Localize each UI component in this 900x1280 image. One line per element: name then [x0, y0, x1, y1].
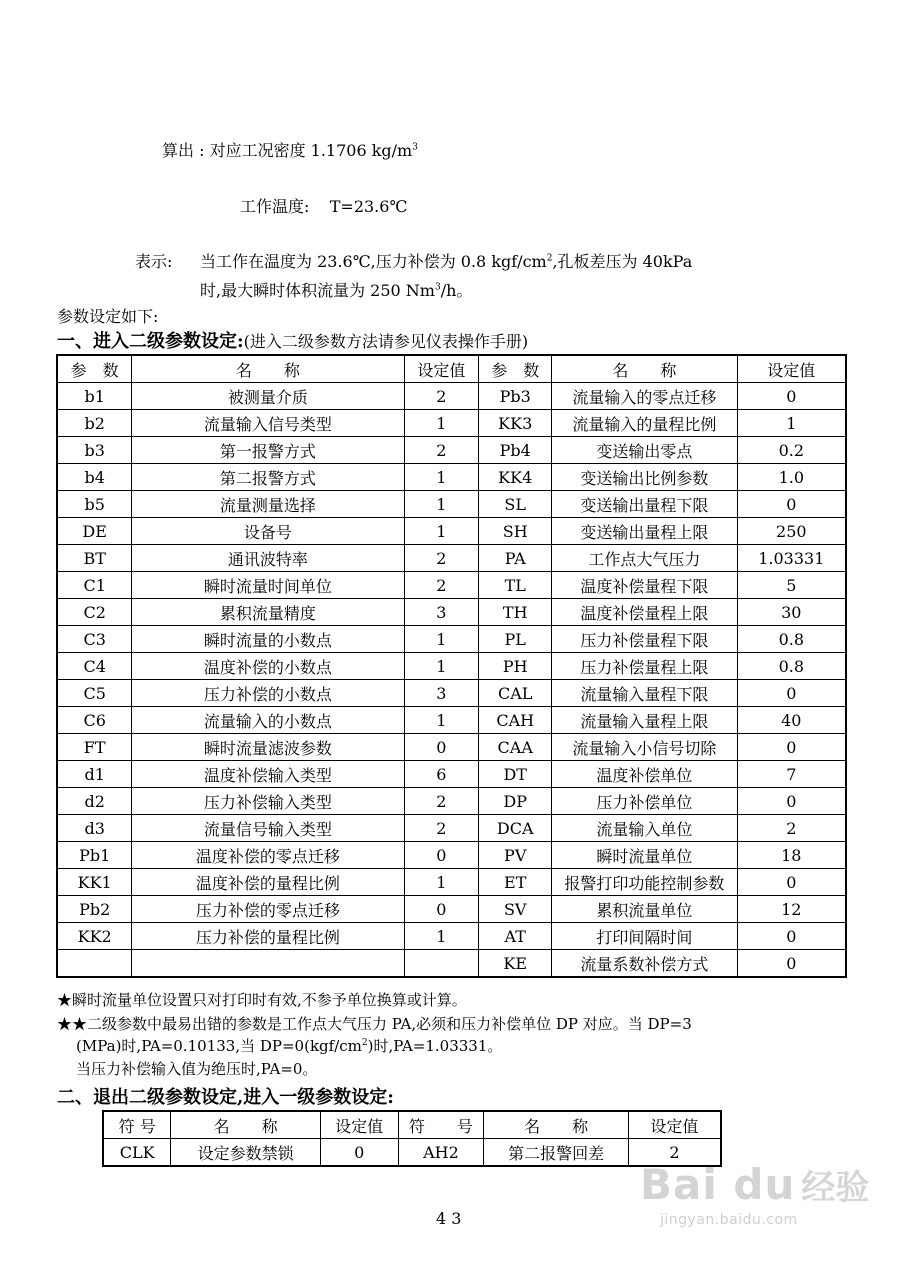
- table1-cell: 1: [404, 869, 479, 896]
- table1-cell: 2: [404, 383, 479, 410]
- params-table-level1: [102, 1110, 722, 1167]
- table1-cell: Pb4: [479, 437, 552, 464]
- table2-header-cell: 名 称: [484, 1111, 629, 1139]
- table1-cell: 2: [404, 437, 479, 464]
- table1-cell: 流量输入的零点迁移: [552, 383, 737, 410]
- calc-line: [162, 138, 418, 161]
- table1-cell: TL: [479, 572, 552, 599]
- table1-cell: 1: [404, 923, 479, 950]
- note-2-line-1: ★★二级参数中最易出错的参数是工作点大气压力 PA,必须和压力补偿单位 DP 对应。当 DP=3: [57, 1015, 692, 1033]
- table2-cell: 0: [320, 1139, 398, 1167]
- table1-header-cell: 参 数: [57, 355, 132, 383]
- table1-cell: KK2: [57, 923, 132, 950]
- table1-cell: 流量输入单位: [552, 815, 737, 842]
- table1-cell: b3: [57, 437, 132, 464]
- table1-cell: [404, 950, 479, 978]
- table1-cell: PL: [479, 626, 552, 653]
- table1-cell: 累积流量单位: [552, 896, 737, 923]
- table1-row: [57, 896, 846, 923]
- expr-text-2b: /h。: [440, 281, 473, 300]
- table1-cell: 压力补偿单位: [552, 788, 737, 815]
- table1-cell: KK3: [479, 410, 552, 437]
- table1-cell: 流量输入量程上限: [552, 707, 737, 734]
- table1-row: [57, 788, 846, 815]
- note-2-sup: 2: [361, 1038, 368, 1048]
- table1-row: [57, 923, 846, 950]
- table1-cell: 变送输出量程下限: [552, 491, 737, 518]
- expr-text-2a: 时,最大瞬时体积流量为 250 Nm: [200, 281, 435, 300]
- table2-cell: CLK: [103, 1139, 171, 1167]
- table1-cell: SH: [479, 518, 552, 545]
- expr-text-1b: ,孔板差压为 40kPa: [552, 252, 693, 271]
- table1-cell: 温度补偿量程上限: [552, 599, 737, 626]
- table1-header-cell: 设定值: [404, 355, 479, 383]
- table1-cell: 流量输入的小数点: [132, 707, 404, 734]
- table1-cell: 1.0: [737, 464, 846, 491]
- table1-cell: 打印间隔时间: [552, 923, 737, 950]
- page-number: 4 3: [436, 1209, 462, 1228]
- table1-cell: 1: [404, 410, 479, 437]
- table1-cell: 250: [737, 518, 846, 545]
- watermark-brand-cn: 经验: [801, 1168, 870, 1208]
- table1-row: [57, 599, 846, 626]
- table1-cell: 流量输入量程下限: [552, 680, 737, 707]
- table1-header-row: [57, 355, 846, 383]
- table1-cell: 1: [404, 464, 479, 491]
- table1-cell: 流量输入小信号切除: [552, 734, 737, 761]
- temp-line: 工作温度: T=23.6℃: [240, 197, 408, 216]
- table1-cell: b5: [57, 491, 132, 518]
- table1-row: [57, 815, 846, 842]
- table1-cell: CAL: [479, 680, 552, 707]
- table1-cell: 0: [737, 383, 846, 410]
- table1-cell: 第二报警方式: [132, 464, 404, 491]
- table1-cell: 0: [737, 491, 846, 518]
- table1-cell: 2: [404, 788, 479, 815]
- table1-cell: 瞬时流量滤波参数: [132, 734, 404, 761]
- table1-cell: 0: [404, 734, 479, 761]
- table2-cell: 设定参数禁锁: [171, 1139, 320, 1167]
- table1-cell: 0: [404, 896, 479, 923]
- table1-cell: 2: [404, 545, 479, 572]
- table1-cell: 温度补偿的小数点: [132, 653, 404, 680]
- table1-row: [57, 491, 846, 518]
- table1-cell: 流量输入信号类型: [132, 410, 404, 437]
- table1-cell: DCA: [479, 815, 552, 842]
- table1-cell: 工作点大气压力: [552, 545, 737, 572]
- table1-cell: 1: [404, 491, 479, 518]
- table1-cell: 瞬时流量的小数点: [132, 626, 404, 653]
- params-table-level2: [56, 354, 847, 978]
- note-1: ★瞬时流量单位设置只对打印时有效,不参予单位换算或计算。: [57, 991, 467, 1009]
- table1-cell: b2: [57, 410, 132, 437]
- expr-label: 表示:: [135, 252, 173, 271]
- table1-cell: 报警打印功能控制参数: [552, 869, 737, 896]
- expr-text-1a: 当工作在温度为 23.6℃,压力补偿为 0.8 kgf/cm: [200, 252, 547, 271]
- table1-row: [57, 464, 846, 491]
- table1-row: [57, 653, 846, 680]
- calc-text: 算出 : 对应工况密度 1.1706 kg/m: [162, 141, 413, 160]
- table1-cell: KK4: [479, 464, 552, 491]
- baidu-watermark: [640, 1160, 869, 1209]
- table1-cell: 设备号: [132, 518, 404, 545]
- table1-cell: 6: [404, 761, 479, 788]
- section1-heading: [57, 327, 528, 353]
- table1-cell: d3: [57, 815, 132, 842]
- table1-cell: 压力补偿的零点迁移: [132, 896, 404, 923]
- table1-cell: 1: [737, 410, 846, 437]
- table2-cell: 2: [628, 1139, 721, 1167]
- table1-cell: AT: [479, 923, 552, 950]
- expr-line-1: [200, 249, 692, 272]
- table1-cell: 3: [404, 599, 479, 626]
- table1-cell: 1: [404, 626, 479, 653]
- table1-cell: 0: [737, 788, 846, 815]
- table1-row: [57, 950, 846, 978]
- expr-sup-1: 2: [546, 253, 553, 264]
- table1-row: [57, 842, 846, 869]
- table1-header-cell: 名 称: [132, 355, 404, 383]
- table1-cell: d2: [57, 788, 132, 815]
- section1-note: (进入二级参数方法请参见仪表操作手册): [243, 332, 529, 351]
- table1-cell: [132, 950, 404, 978]
- table1-cell: 0: [737, 680, 846, 707]
- table1-cell: 压力补偿的量程比例: [132, 923, 404, 950]
- table1-cell: DP: [479, 788, 552, 815]
- table1-cell: 12: [737, 896, 846, 923]
- table1-row: [57, 518, 846, 545]
- table1-cell: 压力补偿量程下限: [552, 626, 737, 653]
- table2-header-cell: 名 称: [171, 1111, 320, 1139]
- table1-cell: C2: [57, 599, 132, 626]
- table1-cell: 累积流量精度: [132, 599, 404, 626]
- table2-header-row: [103, 1111, 721, 1139]
- section1-title: 一、进入二级参数设定:: [57, 331, 244, 352]
- table1-cell: 温度补偿量程下限: [552, 572, 737, 599]
- table1-header-cell: 设定值: [737, 355, 846, 383]
- table1-cell: 0: [737, 950, 846, 978]
- table1-cell: C3: [57, 626, 132, 653]
- table1-cell: PV: [479, 842, 552, 869]
- table1-cell: [57, 950, 132, 978]
- table1-cell: 1: [404, 707, 479, 734]
- table1-cell: FT: [57, 734, 132, 761]
- table1-cell: DE: [57, 518, 132, 545]
- table1-cell: 流量输入的量程比例: [552, 410, 737, 437]
- table1-cell: 0: [404, 842, 479, 869]
- table1-cell: C4: [57, 653, 132, 680]
- table1-cell: 压力补偿输入类型: [132, 788, 404, 815]
- table2-header-cell: 符 号: [398, 1111, 484, 1139]
- table1-cell: PH: [479, 653, 552, 680]
- table1-cell: 温度补偿单位: [552, 761, 737, 788]
- table1-cell: 18: [737, 842, 846, 869]
- note-2-text-a: (MPa)时,PA=0.10133,当 DP=0(kgf/cm: [76, 1037, 362, 1055]
- table1-cell: PA: [479, 545, 552, 572]
- table1-cell: 1: [404, 653, 479, 680]
- table1-cell: 瞬时流量单位: [552, 842, 737, 869]
- table1-cell: 流量系数补偿方式: [552, 950, 737, 978]
- table1-row: [57, 437, 846, 464]
- table1-cell: BT: [57, 545, 132, 572]
- table1-cell: 0.8: [737, 626, 846, 653]
- table1-row: [57, 410, 846, 437]
- expr-line-2: [200, 278, 472, 301]
- table1-cell: KE: [479, 950, 552, 978]
- note-2-line-2: [76, 1035, 502, 1056]
- note-3: 当压力补偿输入值为绝压时,PA=0。: [76, 1060, 318, 1078]
- table1-cell: 2: [404, 572, 479, 599]
- table1-cell: C1: [57, 572, 132, 599]
- table1-cell: 2: [737, 815, 846, 842]
- table1-header-cell: 参 数: [479, 355, 552, 383]
- calc-sup: 3: [412, 142, 418, 153]
- table1-cell: 0: [737, 923, 846, 950]
- table1-cell: 0.8: [737, 653, 846, 680]
- table1-header-cell: 名 称: [552, 355, 737, 383]
- table1-cell: 温度补偿的量程比例: [132, 869, 404, 896]
- table1-cell: d1: [57, 761, 132, 788]
- note-2-text-b: )时,PA=1.03331。: [367, 1037, 503, 1055]
- table1-row: [57, 707, 846, 734]
- table1-cell: 7: [737, 761, 846, 788]
- table1-cell: Pb3: [479, 383, 552, 410]
- table1-cell: CAA: [479, 734, 552, 761]
- table2-row: [103, 1139, 721, 1167]
- table1-cell: C5: [57, 680, 132, 707]
- table1-cell: 3: [404, 680, 479, 707]
- table1-cell: 变送输出零点: [552, 437, 737, 464]
- table2-header-cell: 符 号: [103, 1111, 171, 1139]
- expr-sup-2: 3: [434, 282, 441, 293]
- table1-cell: 30: [737, 599, 846, 626]
- table1-row: [57, 572, 846, 599]
- table1-cell: 流量信号输入类型: [132, 815, 404, 842]
- table1-cell: 0: [737, 869, 846, 896]
- table2-cell: AH2: [398, 1139, 484, 1167]
- table1-cell: 变送输出比例参数: [552, 464, 737, 491]
- table1-cell: 流量测量选择: [132, 491, 404, 518]
- table1-cell: SL: [479, 491, 552, 518]
- table1-row: [57, 761, 846, 788]
- table1-cell: 2: [404, 815, 479, 842]
- table1-row: [57, 680, 846, 707]
- table1-cell: DT: [479, 761, 552, 788]
- table1-row: [57, 545, 846, 572]
- watermark-url: jingyan.baidu.com: [660, 1212, 798, 1228]
- table1-cell: 5: [737, 572, 846, 599]
- table2-header-cell: 设定值: [628, 1111, 721, 1139]
- section2-title: 二、退出二级参数设定,进入一级参数设定:: [57, 1087, 394, 1108]
- params-intro: 参数设定如下:: [57, 307, 159, 326]
- table1-cell: 0: [737, 734, 846, 761]
- table1-cell: b1: [57, 383, 132, 410]
- table1-cell: 温度补偿的零点迁移: [132, 842, 404, 869]
- table1-cell: Pb2: [57, 896, 132, 923]
- table1-cell: C6: [57, 707, 132, 734]
- table2-cell: 第二报警回差: [484, 1139, 629, 1167]
- table1-cell: KK1: [57, 869, 132, 896]
- table1-cell: 压力补偿的小数点: [132, 680, 404, 707]
- table1-cell: CAH: [479, 707, 552, 734]
- table1-cell: 压力补偿量程上限: [552, 653, 737, 680]
- table1-row: [57, 626, 846, 653]
- table1-row: [57, 383, 846, 410]
- table1-cell: 第一报警方式: [132, 437, 404, 464]
- table1-cell: 40: [737, 707, 846, 734]
- table2-header-cell: 设定值: [320, 1111, 398, 1139]
- table1-cell: 温度补偿输入类型: [132, 761, 404, 788]
- table1-cell: 变送输出量程上限: [552, 518, 737, 545]
- watermark-brand: Bai du: [640, 1160, 796, 1209]
- table1-row: [57, 869, 846, 896]
- table1-cell: TH: [479, 599, 552, 626]
- table1-cell: 通讯波特率: [132, 545, 404, 572]
- table1-cell: 被测量介质: [132, 383, 404, 410]
- table1-cell: 1: [404, 518, 479, 545]
- table1-cell: ET: [479, 869, 552, 896]
- table1-cell: Pb1: [57, 842, 132, 869]
- table1-cell: 1.03331: [737, 545, 846, 572]
- table1-cell: 0.2: [737, 437, 846, 464]
- table1-cell: b4: [57, 464, 132, 491]
- table1-cell: SV: [479, 896, 552, 923]
- table1-row: [57, 734, 846, 761]
- table1-cell: 瞬时流量时间单位: [132, 572, 404, 599]
